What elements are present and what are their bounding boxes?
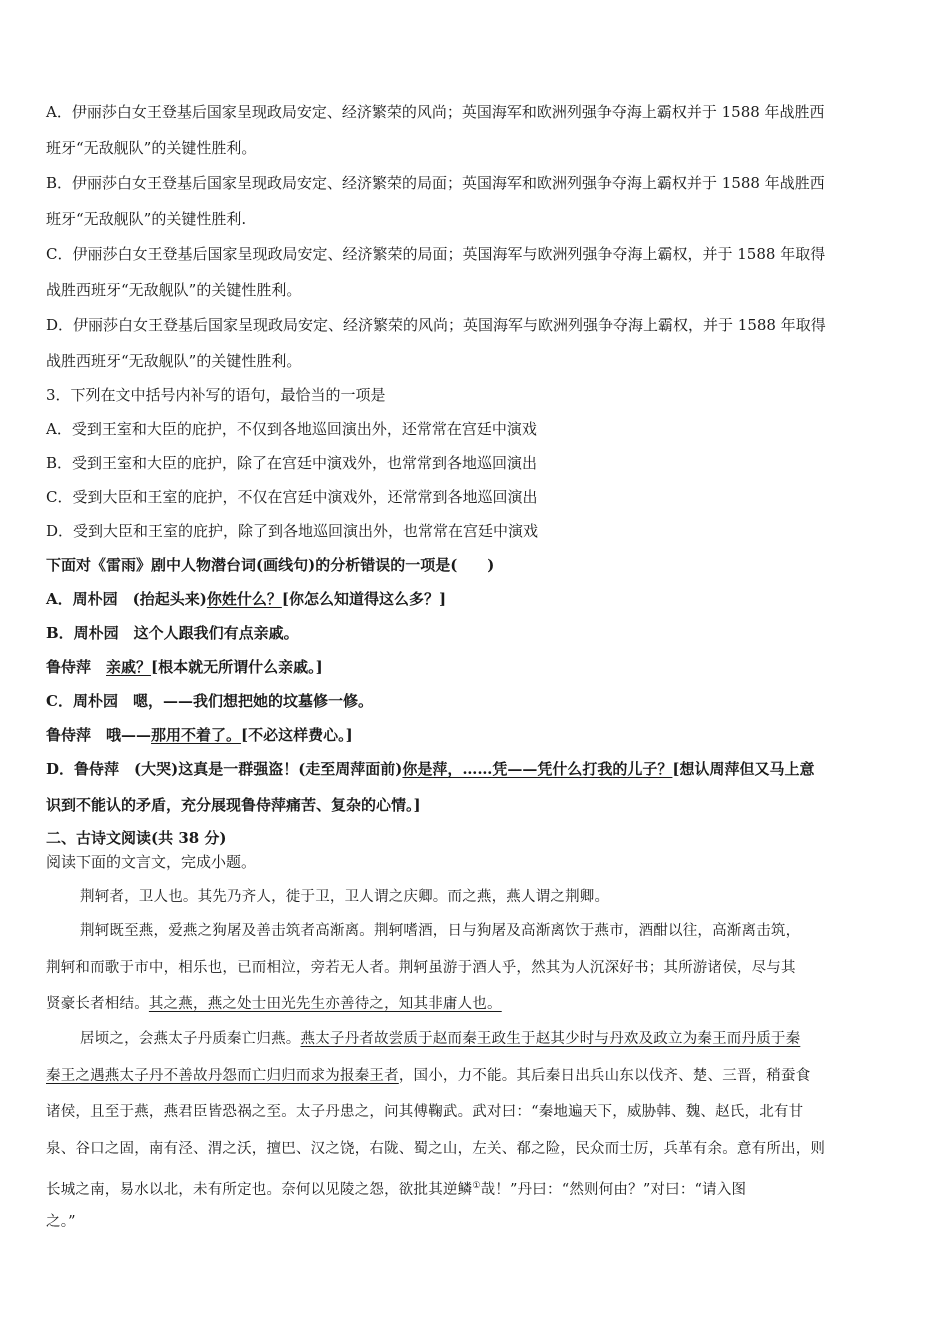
classical-p3-line1-text: 居顷之，会燕太子丹质秦亡归燕。 <box>80 1031 301 1047</box>
q2-option-c-line1: C．伊丽莎白女王登基后国家呈现政局安定、经济繁荣的局面；英国海军与欧洲列强争夺海上霸权，并于 1588 年取得 <box>46 245 826 263</box>
classical-p3-line5-text: 长城之南，易水以北，未有所定也。奈何以见陵之怨，欲批其逆鳞 <box>46 1181 473 1198</box>
classical-p3-line1 <box>80 1029 800 1049</box>
classical-p3-line4: 泉、谷口之固，南有泾、渭之沃，擅巴、汉之饶，右陇、蜀之山，左关、郩之险，民众而士厉，兵革有余。意有所出，则 <box>46 1141 826 1157</box>
classical-p2-underlined-sentence: 其之燕，燕之处士田光先生亦善待之，知其非庸人也。 <box>148 996 502 1012</box>
q4-option-b-line2 <box>46 657 323 677</box>
classical-p3-line3: 诸侯，且至于燕，燕君臣皆恐祸之至。太子丹患之，问其傅鞠武。武对曰：“秦地遍天下，威胁韩、魏、赵氏，北有甘 <box>46 1104 804 1120</box>
q4-d-analysis: [想认周萍但又马上意 <box>672 760 815 778</box>
classical-p3-line5 <box>46 1176 746 1200</box>
q4-option-c-line1: C．周朴园 嗯，——我们想把她的坟墓修一修。 <box>46 692 373 710</box>
q4-option-d-line1 <box>46 759 815 779</box>
q2-option-d-line2: 战胜西班牙“无敌舰队”的关键性胜利。 <box>46 352 302 370</box>
q4-option-c-line2 <box>46 725 353 745</box>
q3-option-d: D．受到大臣和王室的庇护，除了到各地巡回演出外，也常常在宫廷中演戏 <box>46 522 539 540</box>
q4-option-b-line1: B．周朴园 这个人跟我们有点亲戚。 <box>46 624 299 642</box>
classical-p3-underlined-part2: 秦王之遇燕太子丹不善故丹怨而亡归归而求为报秦王者 <box>46 1068 399 1084</box>
classical-p3-line2-text: ，国小，力不能。其后秦日出兵山东以伐齐、楚、三晋，稍蚕食 <box>398 1068 811 1084</box>
footnote-marker: ① <box>472 1181 481 1191</box>
classical-p3-line2 <box>46 1066 810 1086</box>
q2-option-b-line2: 班牙“无敌舰队”的关键性胜利. <box>46 210 247 228</box>
q2-option-c-line2: 战胜西班牙“无敌舰队”的关键性胜利。 <box>46 281 302 299</box>
q3-stem: 3．下列在文中括号内补写的语句，最恰当的一项是 <box>46 386 386 404</box>
q4-d-underlined: 你是萍，……凭——凭什么打我的儿子？ <box>402 760 673 778</box>
classical-p2-line3 <box>46 994 502 1014</box>
classical-p3-underlined-part1: 燕太子丹者故尝质于赵而秦王政生于赵其少时与丹欢及政立为秦王而丹质于秦 <box>300 1031 801 1047</box>
q2-option-a-line1: A．伊丽莎白女王登基后国家呈现政局安定、经济繁荣的风尚；英国海军和欧洲列强争夺海上霸权并于 1588 年战胜西 <box>46 103 825 121</box>
section2-title: 二、古诗文阅读(共 38 分) <box>46 829 227 847</box>
q4-c-underlined: 那用不着了。 <box>151 726 242 744</box>
q4-option-d-line2: 识到不能认的矛盾，充分展现鲁侍萍痛苦、复杂的心情。] <box>46 796 421 814</box>
q3-option-b: B．受到王室和大臣的庇护，除了在宫廷中演戏外，也常常到各地巡回演出 <box>46 454 538 472</box>
q4-b-analysis: [根本就无所谓什么亲戚。] <box>151 658 323 676</box>
classical-p3-line5-rest: 哉！”丹曰：“然则何由？”对曰：“请入图 <box>480 1181 747 1198</box>
q2-option-a-line2: 班牙“无敌舰队”的关键性胜利。 <box>46 139 257 157</box>
q2-option-b-line1: B．伊丽莎白女王登基后国家呈现政局安定、经济繁荣的局面；英国海军和欧洲列强争夺海上霸权并于 1588 年战胜西 <box>46 174 825 192</box>
q4-option-a <box>46 589 446 609</box>
q4-a-underlined: 你姓什么？ <box>206 590 282 608</box>
classical-p2-line2: 荆轲和而歌于市中，相乐也，已而相泣，旁若无人者。荆轲虽游于酒人乎，然其为人沉深好书；其所游诸侯，尽与其 <box>46 960 796 976</box>
classical-p3-line6: 之。” <box>46 1214 76 1230</box>
q4-a-analysis: [你怎么知道得这么多？] <box>281 590 447 608</box>
classical-p1: 荆轲者，卫人也。其先乃齐人，徙于卫，卫人谓之庆卿。而之燕，燕人谓之荆卿。 <box>80 889 610 905</box>
q4-stem: 下面对《雷雨》剧中人物潜台词(画线句)的分析错误的一项是( ) <box>46 556 495 574</box>
q2-option-d-line1: D．伊丽莎白女王登基后国家呈现政局安定、经济繁荣的风尚；英国海军与欧洲列强争夺海上霸权，并于 1588 年取得 <box>46 316 826 334</box>
q4-a-speaker: A．周朴园 (抬起头来) <box>46 590 207 608</box>
q4-c-analysis: [不必这样费心。] <box>241 726 353 744</box>
q4-b-underlined: 亲戚？ <box>106 658 152 676</box>
q3-option-c: C．受到大臣和王室的庇护，不仅在宫廷中演戏外，还常常到各地巡回演出 <box>46 488 538 506</box>
q3-option-a: A．受到王室和大臣的庇护，不仅到各地巡回演出外，还常常在宫廷中演戏 <box>46 420 537 438</box>
q4-b-speaker: 鲁侍萍 <box>46 658 107 676</box>
classical-p2-line1: 荆轲既至燕，爱燕之狗屠及善击筑者高渐离。荆轲嗜酒，日与狗屠及高渐离饮于燕市，酒酣以往，高渐离击筑， <box>80 923 801 939</box>
classical-p2-line3-text: 贤豪长者相结。 <box>46 996 149 1012</box>
section2-instruction: 阅读下面的文言文，完成小题。 <box>46 853 257 871</box>
q4-c-speaker: 鲁侍萍 哦—— <box>46 726 152 744</box>
q4-d-speaker: D．鲁侍萍 (大哭)这真是一群强盗！(走至周萍面前) <box>46 760 403 778</box>
